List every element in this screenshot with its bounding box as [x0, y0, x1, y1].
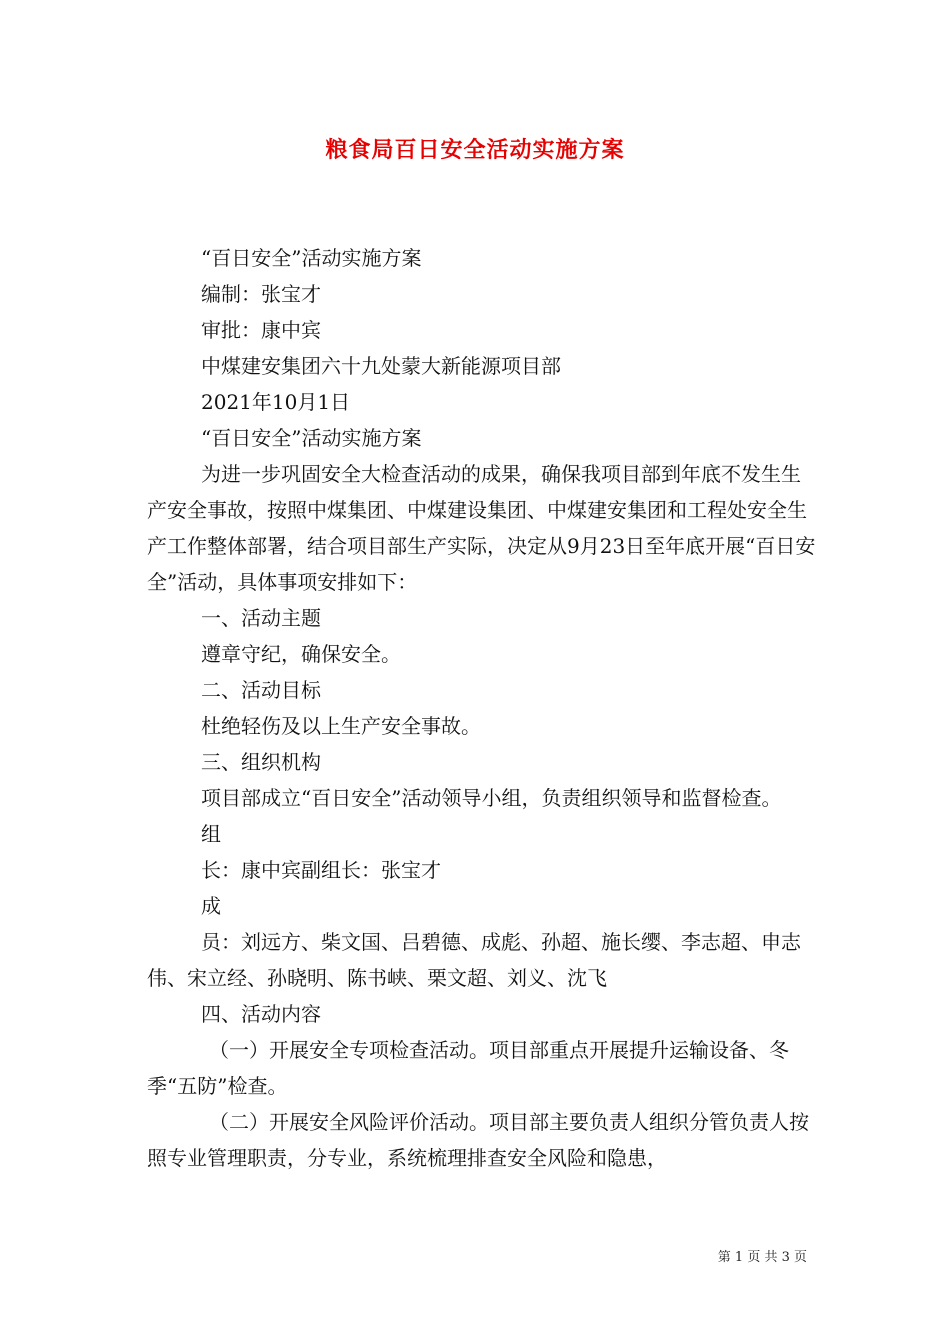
section-heading-organization: 三、组织机构 [201, 750, 321, 774]
paragraph-leadership-group: 项目部成立“百日安全”活动领导小组，负责组织领导和监督检查。 [201, 786, 782, 810]
document-body [147, 240, 817, 1176]
paragraph-group-label: 组 [201, 822, 221, 846]
paragraph-goal: 杜绝轻伤及以上生产安全事故。 [201, 714, 481, 738]
paragraph-members: 员：刘远方、柴文国、吕碧德、成彪、孙超、施长缨、李志超、申志伟、宋立经、孙晓明、陈书峡、栗文超、刘义、沈飞 [147, 930, 801, 990]
paragraph-leaders: 长：康中宾副组长：张宝才 [201, 858, 441, 882]
paragraph-organization: 中煤建安集团六十九处蒙大新能源项目部 [201, 354, 561, 378]
paragraph-member-label: 成 [201, 894, 221, 918]
paragraph-date: 2021年10月1日 [201, 390, 351, 414]
section-heading-content: 四、活动内容 [201, 1002, 321, 1026]
paragraph-subtitle: “百日安全”活动实施方案 [201, 246, 422, 270]
section-heading-goal: 二、活动目标 [201, 678, 321, 702]
section-heading-theme: 一、活动主题 [201, 606, 321, 630]
paragraph-content-1: （一）开展安全专项检查活动。项目部重点开展提升运输设备、冬季“五防”检查。 [147, 1038, 789, 1098]
document-title: 粮食局百日安全活动实施方案 [325, 137, 625, 163]
paragraph-content-2: （二）开展安全风险评价活动。项目部主要负责人组织分管负责人按照专业管理职责，分专业，系统梳理排查安全风险和隐患， [147, 1110, 809, 1170]
paragraph-theme: 遵章守纪，确保安全。 [201, 642, 401, 666]
paragraph-approver: 审批：康中宾 [201, 318, 321, 342]
paragraph-intro: 为进一步巩固安全大检查活动的成果，确保我项目部到年底不发生生产安全事故，按照中煤集团、中煤建设集团、中煤建安集团和工程处安全生产工作整体部署，结合项目部生产实际，决定从9月23日至年底开展“百日安全”活动，具体事项安排如下： [147, 462, 816, 594]
paragraph-editor: 编制：张宝才 [201, 282, 321, 306]
paragraph-plan-title: “百日安全”活动实施方案 [201, 426, 422, 450]
page-number: 第 1 页 共 3 页 [717, 1250, 807, 1265]
